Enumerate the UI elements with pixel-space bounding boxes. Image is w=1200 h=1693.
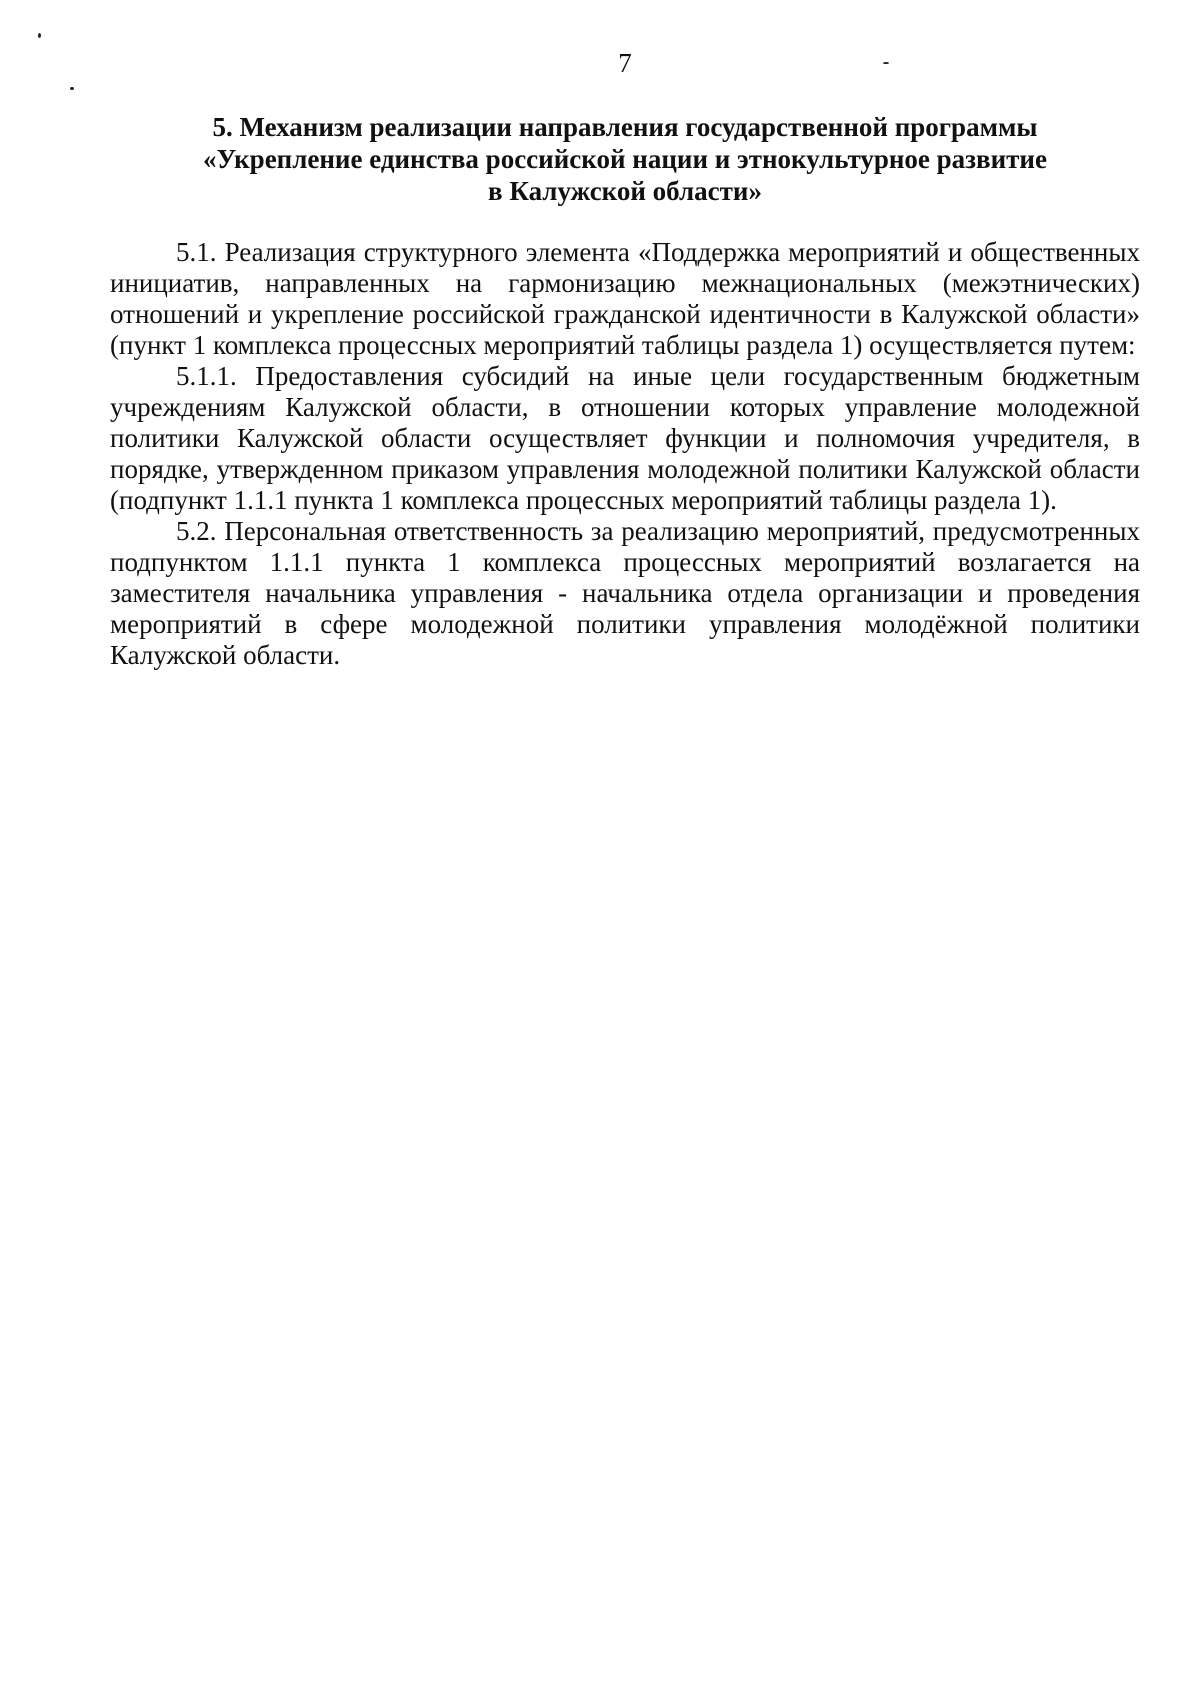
heading-line: 5. Механизм реализации направления государственной программы: [212, 112, 1038, 142]
paragraph-5-1-1: 5.1.1. Предоставления субсидий на иные цели государственным бюджетным учреждениям Калужской области, в отношении которых управление молодежной политики Калужской области осуществляет функции и полномочия учредителя, в порядке, утвержденном приказом управления молодежной политики Калужской области (подпункт 1.1.1 пункта 1 комплекса процессных мероприятий таблицы раздела 1).: [110, 361, 1140, 515]
paragraph-5-1: 5.1. Реализация структурного элемента «Поддержка мероприятий и общественных инициатив, направленных на гармонизацию межнациональных (межэтнических) отношений и укрепление российской гражданской идентичности в Калужской области» (пункт 1 комплекса процессных мероприятий таблицы раздела 1) осуществляется путем:: [110, 237, 1140, 360]
page-number: 7: [618, 48, 632, 78]
section-body: [110, 237, 1140, 671]
paragraph-5-2: 5.2. Персональная ответственность за реализацию мероприятий, предусмотренных подпунктом 1.1.1 пункта 1 комплекса процессных мероприятий возлагается на заместителя начальника управления - начальника отдела организации и проведения мероприятий в сфере молодежной политики управления молодёжной политики Калужской области.: [110, 516, 1140, 670]
scan-speck: [38, 33, 41, 38]
heading-line: «Укрепление единства российской нации и этнокультурное развитие: [203, 144, 1047, 174]
section-heading: [110, 111, 1140, 207]
scan-speck: [70, 87, 74, 90]
heading-line: в Калужской области»: [488, 176, 762, 206]
